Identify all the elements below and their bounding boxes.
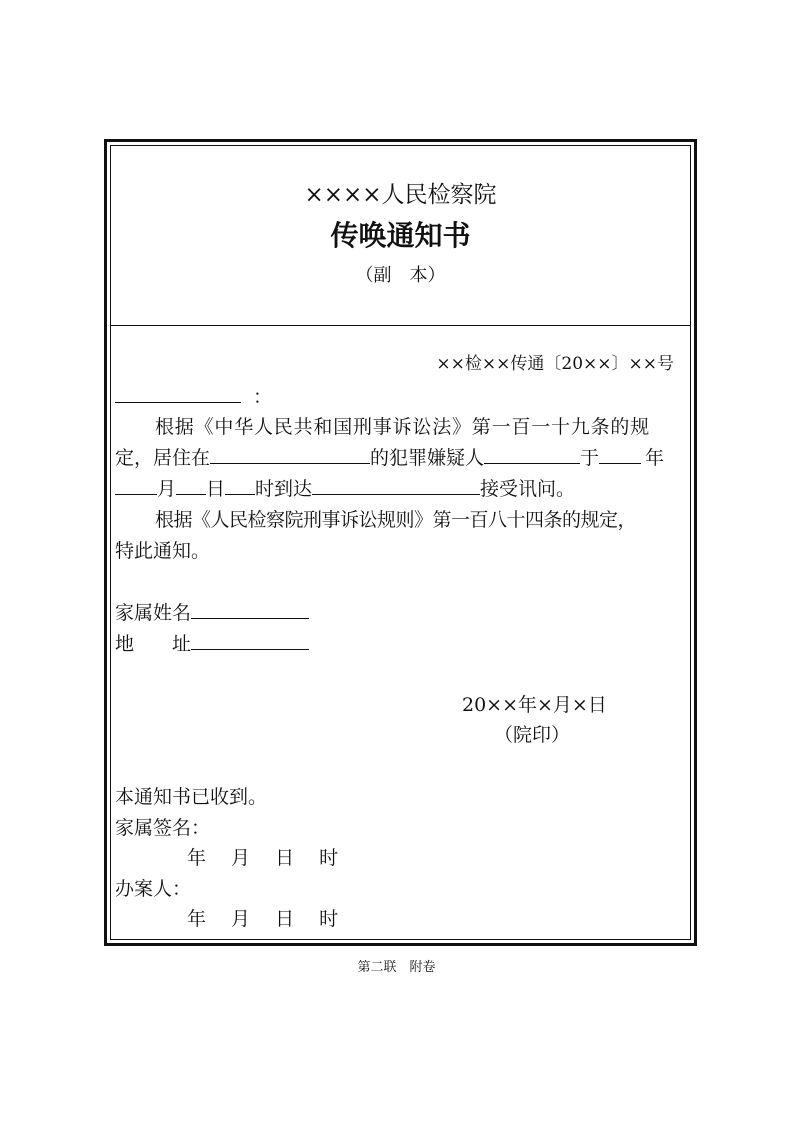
handler-date: 年 月 日 时 [187, 908, 339, 930]
text-arrive: 时到达 [255, 478, 313, 500]
family-address-label: 地 址 [115, 633, 192, 655]
text-at: 于 [580, 447, 600, 469]
month-blank[interactable] [115, 476, 157, 495]
paragraph-1-line-1: 根据《中华人民共和国刑事诉讼法》第一百一十九条的规 [155, 416, 651, 438]
notice-frame [104, 139, 697, 946]
paragraph-1-line-2 [115, 443, 664, 470]
addressee-colon: ： [253, 386, 273, 408]
family-signature-date: 年 月 日 时 [187, 847, 339, 869]
document-number: ××检××传通〔20××〕××号 [436, 354, 674, 374]
document-title: 传唤通知书 [330, 219, 471, 252]
location-blank[interactable] [312, 476, 480, 495]
seal-label: （院印） [494, 724, 571, 746]
copy-label: （副 本） [355, 265, 446, 286]
text-year: 年 [645, 447, 665, 469]
text-suspect: 的犯罪嫌疑人 [370, 447, 485, 469]
family-address-blank[interactable] [191, 631, 309, 650]
family-name-row [115, 598, 309, 625]
day-blank[interactable] [176, 476, 206, 495]
issue-date: 20××年×月×日 [462, 694, 607, 716]
text-reside: 定，居住在 [115, 447, 211, 469]
paragraph-2-line-2: 特此通知。 [115, 540, 211, 562]
residence-blank[interactable] [210, 445, 370, 464]
notice-inner-border [110, 145, 691, 940]
text-month: 月 [157, 478, 177, 500]
handler-label: 办案人： [115, 878, 192, 900]
family-name-blank[interactable] [191, 600, 309, 619]
paragraph-1-line-3 [115, 474, 575, 501]
text-interrogation: 接受讯问。 [480, 478, 576, 500]
procuratorate-name: ××××人民检察院 [304, 182, 497, 208]
text-day: 日 [206, 478, 226, 500]
family-signature-label: 家属签名： [115, 817, 211, 839]
page-footer: 第二联 附卷 [357, 960, 436, 975]
paragraph-2-line-1: 根据《人民检察院刑事诉讼规则》第一百八十四条的规定， [155, 509, 637, 531]
receipt-confirmation: 本通知书已收到。 [115, 786, 268, 808]
year-blank[interactable] [599, 445, 641, 464]
family-name-label: 家属姓名 [115, 602, 192, 624]
header-divider [111, 325, 690, 326]
addressee-line [115, 382, 272, 409]
hour-blank[interactable] [225, 476, 255, 495]
family-address-row [115, 629, 309, 656]
suspect-name-blank[interactable] [484, 445, 580, 464]
addressee-blank[interactable] [115, 384, 241, 403]
